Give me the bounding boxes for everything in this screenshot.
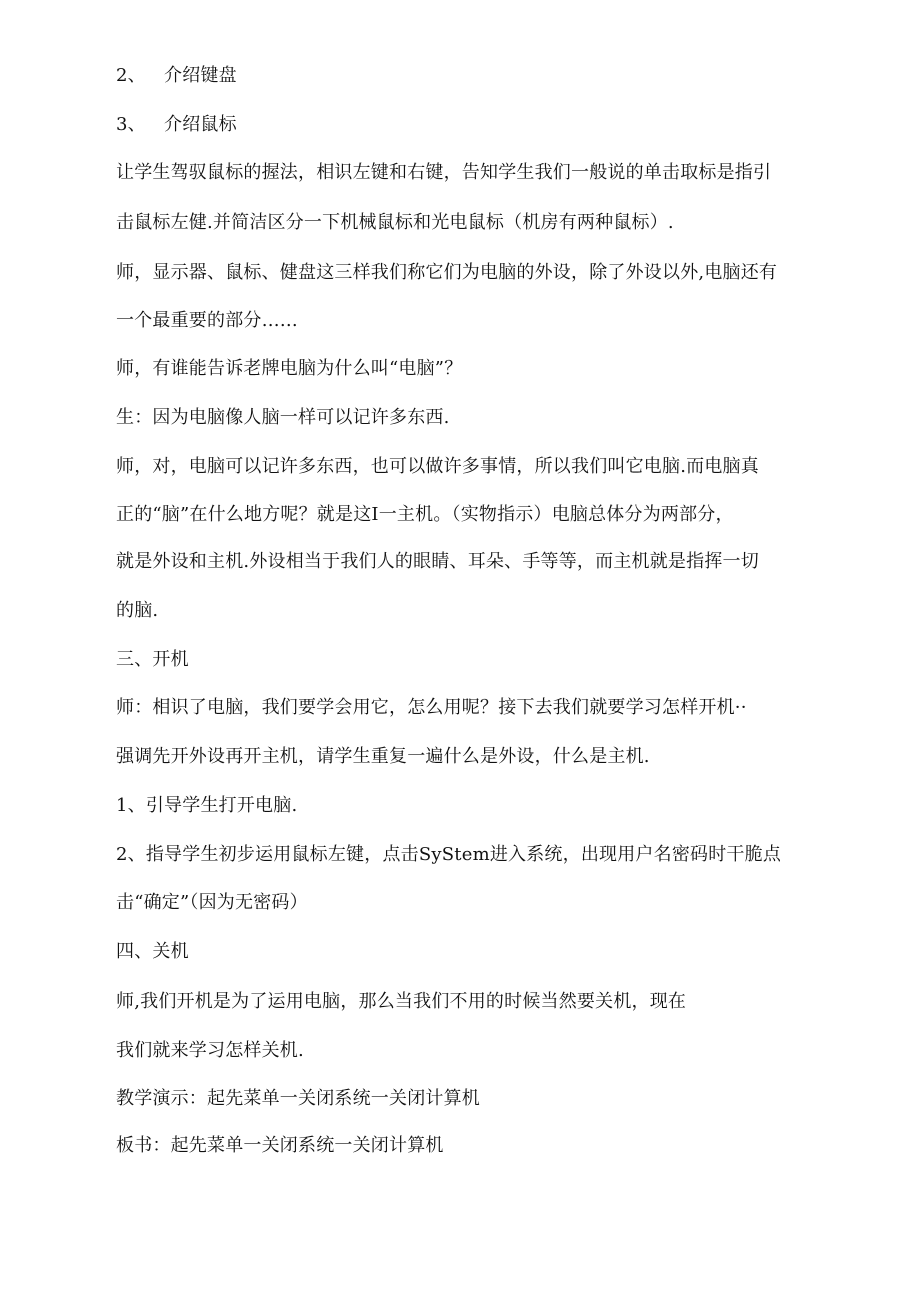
text-line: 正的“脑”在什么地方呢？就是这I一主机。（实物指示）电脑总体分为两部分， [116, 504, 734, 525]
text-line: 强调先开外设再开主机，请学生重复一遍什么是外设，什么是主机. [116, 746, 650, 767]
text-line: 师，对，电脑可以记许多东西，也可以做许多事情，所以我们叫它电脑.而电脑真 [116, 456, 759, 477]
list-item-mouse [116, 113, 237, 137]
text-line: 师，有谁能告诉老牌电脑为什么叫“电脑”？ [116, 358, 463, 379]
text-line: 板书：起先菜单一关闭系统一关闭计算机 [116, 1135, 444, 1156]
text-line: 师,我们开机是为了运用电脑，那么当我们不用的时候当然要关机，现在 [116, 991, 687, 1012]
text-line: 师，显示器、鼠标、健盘这三样我们称它们为电脑的外设，除了外设以外,电脑还有 [116, 262, 778, 283]
text-line: 击“确定”（因为无密码） [116, 892, 308, 913]
text-line: 一个最重要的部分…… [116, 310, 298, 331]
section-heading-shutdown: 四、关机 [116, 941, 189, 962]
text-line: 我们就来学习怎样关机. [116, 1040, 304, 1061]
text-line: 师：相识了电脑，我们要学会用它，怎么用呢？接下去我们就要学习怎样开机·· [116, 697, 747, 718]
section-heading-boot: 三、开机 [116, 649, 189, 670]
item-number: 3、 [116, 114, 146, 135]
text-line: 击鼠标左健.并简洁区分一下机械鼠标和光电鼠标（机房有两种鼠标）. [116, 212, 674, 233]
list-item-keyboard [116, 64, 237, 88]
text-line: 2、指导学生初步运用鼠标左键，点击SyStem进入系统，出现用户名密码时干脆点 [116, 844, 782, 865]
text-line: 的脑. [116, 600, 159, 621]
text-line: 1、引导学生打开电脑. [116, 795, 298, 816]
item-number: 2、 [116, 65, 146, 86]
text-line: 教学演示：起先菜单一关闭系统一关闭计算机 [116, 1088, 480, 1109]
item-text: 介绍鼠标 [164, 114, 237, 135]
item-text: 介绍键盘 [164, 65, 237, 86]
text-line: 让学生驾驭鼠标的握法，相识左键和右键，告知学生我们一般说的单击取标是指引 [116, 162, 772, 183]
text-line: 生：因为电脑像人脑一样可以记许多东西. [116, 407, 450, 428]
text-line: 就是外设和主机.外设相当于我们人的眼睛、耳朵、手等等，而主机就是指挥一切 [116, 551, 759, 572]
